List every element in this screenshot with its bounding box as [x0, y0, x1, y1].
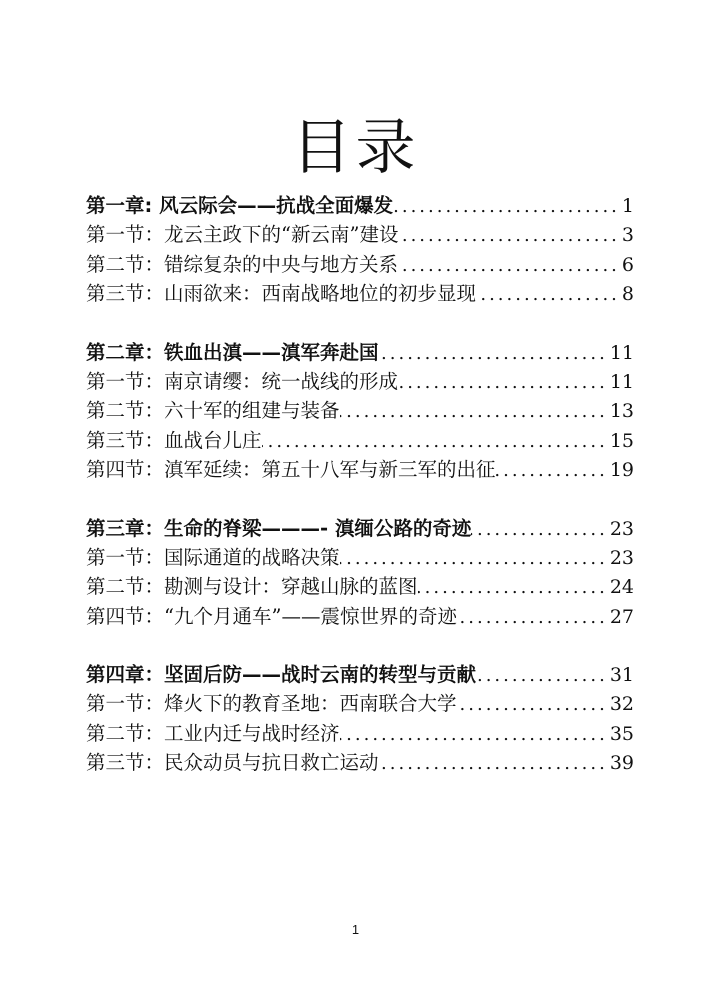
toc-section-title: 第四节：滇军延续：第五十八军与新三军的出征: [86, 458, 496, 482]
toc-page-number: 19: [609, 459, 634, 482]
toc-chapter-entry: [86, 191, 634, 220]
footer-page-number: 1: [351, 922, 360, 937]
toc-dot-leader: [457, 690, 610, 718]
toc-section-title: 第一节：龙云主政下的“新云南”建设: [86, 223, 399, 247]
toc-section-title: 第二节：六十军的组建与装备: [86, 399, 340, 423]
toc-page-number: 27: [609, 605, 634, 628]
toc-section-entry: [86, 572, 634, 601]
toc-section-entry: [86, 367, 634, 396]
toc-page-number: 8: [621, 283, 634, 306]
toc-section-entry: [86, 426, 634, 455]
toc-section-title: 第一节：南京请缨：统一战线的形成: [86, 369, 399, 393]
toc-chapter-title: 第四章：坚固后防——战时云南的转型与贡献: [86, 663, 477, 687]
toc-chapter-group: [86, 338, 634, 485]
toc-dot-leader: [476, 280, 622, 308]
toc-chapter-group: [86, 514, 634, 632]
toc-section-entry: [86, 748, 634, 777]
toc-page-number: 23: [609, 517, 634, 540]
toc-section-entry: [86, 689, 634, 718]
toc-dot-leader: [340, 397, 610, 425]
toc-page-number: 3: [621, 224, 634, 247]
toc-page-number: 31: [609, 664, 634, 687]
toc-section-title: 第一节：烽火下的教育圣地：西南联合大学: [86, 692, 457, 716]
toc-dot-leader: [418, 573, 610, 601]
page-title: 目录: [291, 113, 420, 184]
toc-page-number: 11: [609, 341, 634, 364]
toc-dot-leader: [457, 603, 610, 631]
toc-page-number: 32: [609, 693, 634, 716]
toc-page-number: 1: [621, 195, 634, 217]
toc-chapter-title: 第一章: 风云际会——抗战全面爆发: [86, 194, 394, 217]
toc-dot-leader: [476, 661, 610, 689]
toc-section-title: 第二节：工业内迁与战时经济: [86, 721, 340, 745]
toc-section-entry: [86, 396, 634, 425]
toc-section-entry: [86, 250, 634, 279]
toc-page-number: 6: [621, 253, 634, 276]
toc-dot-leader: [393, 192, 622, 220]
toc-section-entry: [86, 602, 634, 631]
toc-page-number: 23: [609, 546, 634, 569]
toc-section-title: 第四节：“九个月通车”——震惊世界的奇迹: [86, 604, 457, 628]
toc-section-title: 第二节：错综复杂的中央与地方关系: [86, 252, 399, 276]
toc-page-number: 35: [609, 722, 634, 745]
toc-dot-leader: [379, 339, 610, 367]
toc-chapter-group: [86, 191, 634, 309]
toc-dot-leader: [340, 720, 610, 748]
toc-chapter-title: 第二章：铁血出滇——滇军奔赴国: [86, 340, 379, 364]
toc-dot-leader: [496, 456, 610, 484]
toc-section-entry: [86, 455, 634, 484]
toc-dot-leader: [398, 251, 622, 279]
toc-page-number: 39: [609, 752, 634, 775]
toc-dot-leader: [340, 544, 610, 572]
toc-chapter-entry: [86, 660, 634, 689]
toc-dot-leader: [262, 427, 610, 455]
toc-page-number: 24: [609, 576, 634, 599]
toc-section-entry: [86, 543, 634, 572]
toc-section-entry: [86, 719, 634, 748]
toc-chapter-group: [86, 660, 634, 778]
toc-dot-leader: [398, 368, 610, 396]
toc-page-number: 11: [609, 370, 634, 393]
toc-dot-leader: [379, 749, 610, 777]
toc-dot-leader: [398, 221, 621, 249]
toc-section-title: 第二节：勘测与设计：穿越山脉的蓝图: [86, 575, 418, 599]
toc-section-entry: [86, 220, 634, 249]
toc-dot-leader: [471, 515, 609, 543]
toc-chapter-entry: [86, 514, 634, 543]
toc-section-entry: [86, 279, 634, 308]
toc-section-title: 第一节：国际通道的战略决策: [86, 545, 340, 569]
toc-page-number: 15: [609, 429, 634, 452]
table-of-contents: [86, 191, 634, 807]
toc-page-number: 13: [609, 400, 634, 423]
toc-section-title: 第三节：山雨欲来：西南战略地位的初步显现: [86, 282, 477, 306]
toc-section-title: 第三节：民众动员与抗日救亡运动: [86, 751, 379, 775]
toc-section-title: 第三节：血战台儿庄: [86, 428, 262, 452]
toc-chapter-entry: [86, 338, 634, 367]
toc-chapter-title: 第三章：生命的脊梁———- 滇缅公路的奇迹: [86, 516, 472, 540]
